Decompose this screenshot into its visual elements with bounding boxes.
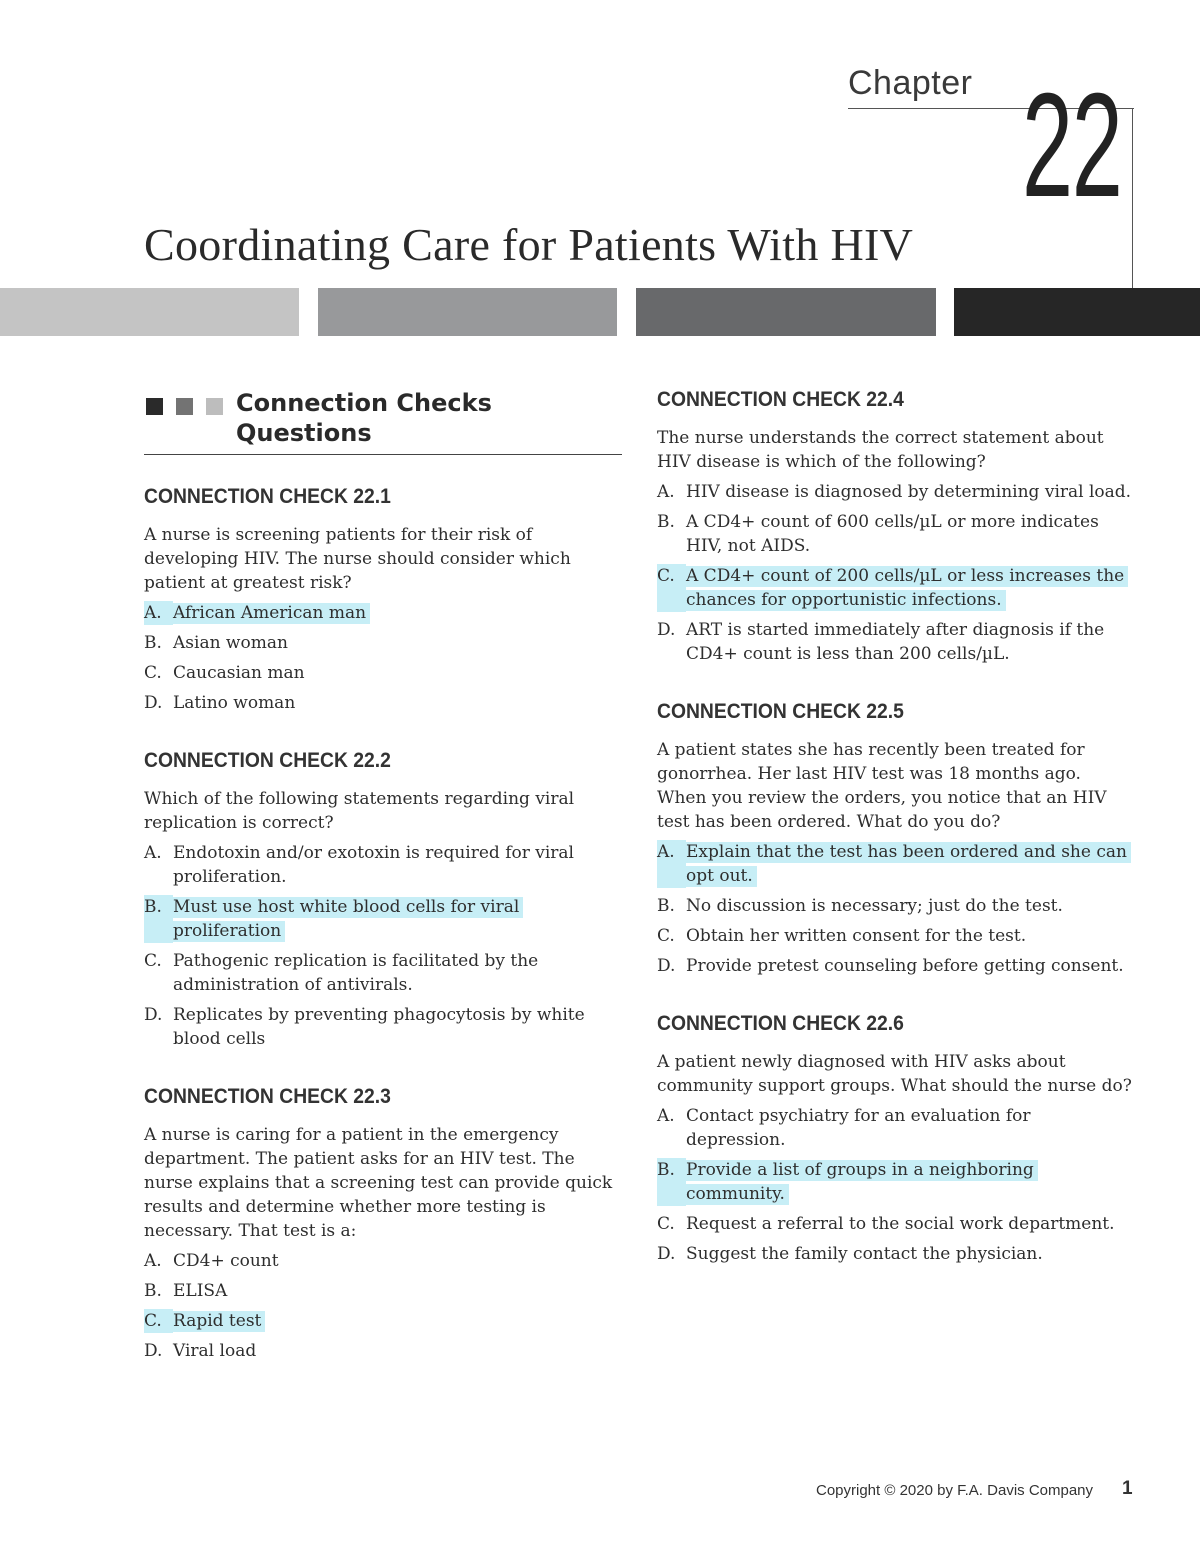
mid-square-icon: [176, 398, 193, 415]
answer-options: [657, 1104, 1135, 1266]
answer-option: [144, 1003, 622, 1051]
answer-options: [657, 840, 1135, 978]
option-letter: B.: [657, 896, 675, 916]
option-letter: C.: [144, 1309, 173, 1333]
option-letter: A.: [144, 601, 173, 625]
option-letter: D.: [144, 693, 163, 713]
option-letter: D.: [657, 620, 676, 640]
option-letter: A.: [657, 1106, 675, 1126]
connection-check: [657, 700, 1135, 978]
answer-options: [144, 1249, 622, 1363]
option-text: Viral load: [173, 1341, 257, 1361]
option-text: Suggest the family contact the physician.: [686, 1244, 1043, 1264]
connection-check-title: CONNECTION CHECK 22.3: [144, 1085, 391, 1108]
option-text: Replicates by preventing phagocytosis by white blood cells: [173, 1005, 585, 1049]
answer-option: [657, 510, 1135, 558]
option-letter: B.: [144, 1281, 162, 1301]
answer-option-highlighted: [657, 564, 1135, 612]
option-text: Pathogenic replication is facilitated by the administration of antivirals.: [173, 951, 539, 995]
question-text: A nurse is caring for a patient in the emergency department. The patient asks for an HIV test. The nurse explains that a screening test can provide quick results and determine whether more testing is necessary. That test is a:: [144, 1125, 613, 1241]
page-number: 1: [1122, 1478, 1133, 1499]
left-column: [144, 388, 622, 1397]
answer-option-highlighted: [657, 840, 1135, 888]
option-letter: B.: [657, 512, 675, 532]
question-text: Which of the following statements regarding viral replication is correct?: [144, 789, 575, 833]
answer-option: [657, 1104, 1135, 1152]
option-text: ELISA: [173, 1281, 228, 1301]
chapter-title: Coordinating Care for Patients With HIV: [144, 219, 914, 270]
answer-option: [144, 661, 622, 685]
answer-option-highlighted: [144, 895, 622, 943]
question-text: A nurse is screening patients for their risk of developing HIV. The nurse should consider which patient at greatest risk?: [144, 525, 571, 593]
answer-option: [657, 1242, 1135, 1266]
answer-option: [657, 924, 1135, 948]
answer-option: [144, 949, 622, 997]
option-text: African American man: [173, 603, 370, 624]
option-letter: B.: [657, 1158, 686, 1206]
question-text: A patient states she has recently been treated for gonorrhea. Her last HIV test was 18 months ago. When you review the orders, you notice that an HIV test has been ordered. What do you do?: [657, 740, 1107, 832]
dark-square-icon: [146, 398, 163, 415]
connection-check: [657, 388, 1135, 666]
option-text: Endotoxin and/or exotoxin is required for viral proliferation.: [173, 843, 574, 887]
connection-check-title: CONNECTION CHECK 22.6: [657, 1012, 904, 1035]
option-letter: A.: [657, 840, 686, 888]
chapter-number: 22: [1022, 63, 1122, 228]
chapter-rule-vertical: [1132, 108, 1133, 290]
option-letter: D.: [657, 956, 676, 976]
right-column: [657, 388, 1135, 1300]
option-letter: D.: [657, 1244, 676, 1264]
option-text: Request a referral to the social work department.: [686, 1214, 1115, 1234]
header-band-2: [318, 288, 617, 336]
section-heading: [144, 388, 622, 455]
connection-check: [144, 749, 622, 1051]
answer-option: [657, 1212, 1135, 1236]
answer-option-highlighted: [657, 1158, 1135, 1206]
option-text: No discussion is necessary; just do the test.: [686, 896, 1063, 916]
answer-option: [144, 631, 622, 655]
option-text: Obtain her written consent for the test.: [686, 926, 1027, 946]
answer-option: [144, 841, 622, 889]
answer-option: [144, 1249, 622, 1273]
section-title: Connection Checks Questions: [236, 389, 492, 447]
option-text: A CD4+ count of 200 cells/µL or less increases the chances for opportunistic infections.: [686, 566, 1128, 611]
option-text: A CD4+ count of 600 cells/µL or more indicates HIV, not AIDS.: [686, 512, 1099, 556]
option-text: Contact psychiatry for an evaluation for depression.: [686, 1106, 1031, 1150]
header-band-1: [0, 288, 299, 336]
header-band-4: [954, 288, 1200, 336]
answer-option-highlighted: [144, 1309, 622, 1333]
answer-options: [144, 601, 622, 715]
option-text: Latino woman: [173, 693, 296, 713]
option-text: Caucasian man: [173, 663, 305, 683]
option-letter: A.: [144, 843, 162, 863]
question-text: The nurse understands the correct statement about HIV disease is which of the following?: [657, 428, 1104, 472]
option-letter: C.: [144, 951, 162, 971]
header-band-3: [636, 288, 936, 336]
option-text: Rapid test: [173, 1311, 265, 1332]
option-text: Must use host white blood cells for viral proliferation: [173, 897, 523, 942]
option-text: Explain that the test has been ordered and she can opt out.: [686, 842, 1131, 887]
answer-option: [657, 894, 1135, 918]
chapter-label: Chapter: [848, 64, 973, 102]
option-text: Asian woman: [173, 633, 288, 653]
option-letter: C.: [657, 926, 675, 946]
connection-check: [144, 485, 622, 715]
answer-option: [144, 1339, 622, 1363]
option-text: HIV disease is diagnosed by determining viral load.: [686, 482, 1132, 502]
connection-check-title: CONNECTION CHECK 22.1: [144, 485, 391, 508]
copyright-notice: Copyright © 2020 by F.A. Davis Company: [816, 1482, 1094, 1499]
option-letter: C.: [144, 663, 162, 683]
option-text: ART is started immediately after diagnosis if the CD4+ count is less than 200 cells/µL.: [686, 620, 1105, 664]
connection-check-title: CONNECTION CHECK 22.4: [657, 388, 904, 411]
question-text: A patient newly diagnosed with HIV asks about community support groups. What should the nurse do?: [657, 1052, 1132, 1096]
connection-check: [144, 1085, 622, 1363]
option-text: Provide pretest counseling before getting consent.: [686, 956, 1124, 976]
connection-check: [657, 1012, 1135, 1266]
connection-check-title: CONNECTION CHECK 22.5: [657, 700, 904, 723]
option-letter: C.: [657, 1214, 675, 1234]
light-square-icon: [206, 398, 223, 415]
answer-option: [144, 691, 622, 715]
answer-option: [657, 954, 1135, 978]
option-letter: A.: [144, 1251, 162, 1271]
connection-check-title: CONNECTION CHECK 22.2: [144, 749, 391, 772]
option-text: Provide a list of groups in a neighboring community.: [686, 1160, 1038, 1205]
option-letter: B.: [144, 633, 162, 653]
option-letter: D.: [144, 1341, 163, 1361]
answer-option: [657, 618, 1135, 666]
answer-options: [144, 841, 622, 1051]
option-letter: B.: [144, 895, 173, 943]
option-letter: D.: [144, 1005, 163, 1025]
answer-option: [657, 480, 1135, 504]
answer-options: [657, 480, 1135, 666]
answer-option-highlighted: [144, 601, 622, 625]
option-text: CD4+ count: [173, 1251, 279, 1271]
option-letter: A.: [657, 482, 675, 502]
option-letter: C.: [657, 564, 686, 612]
answer-option: [144, 1279, 622, 1303]
